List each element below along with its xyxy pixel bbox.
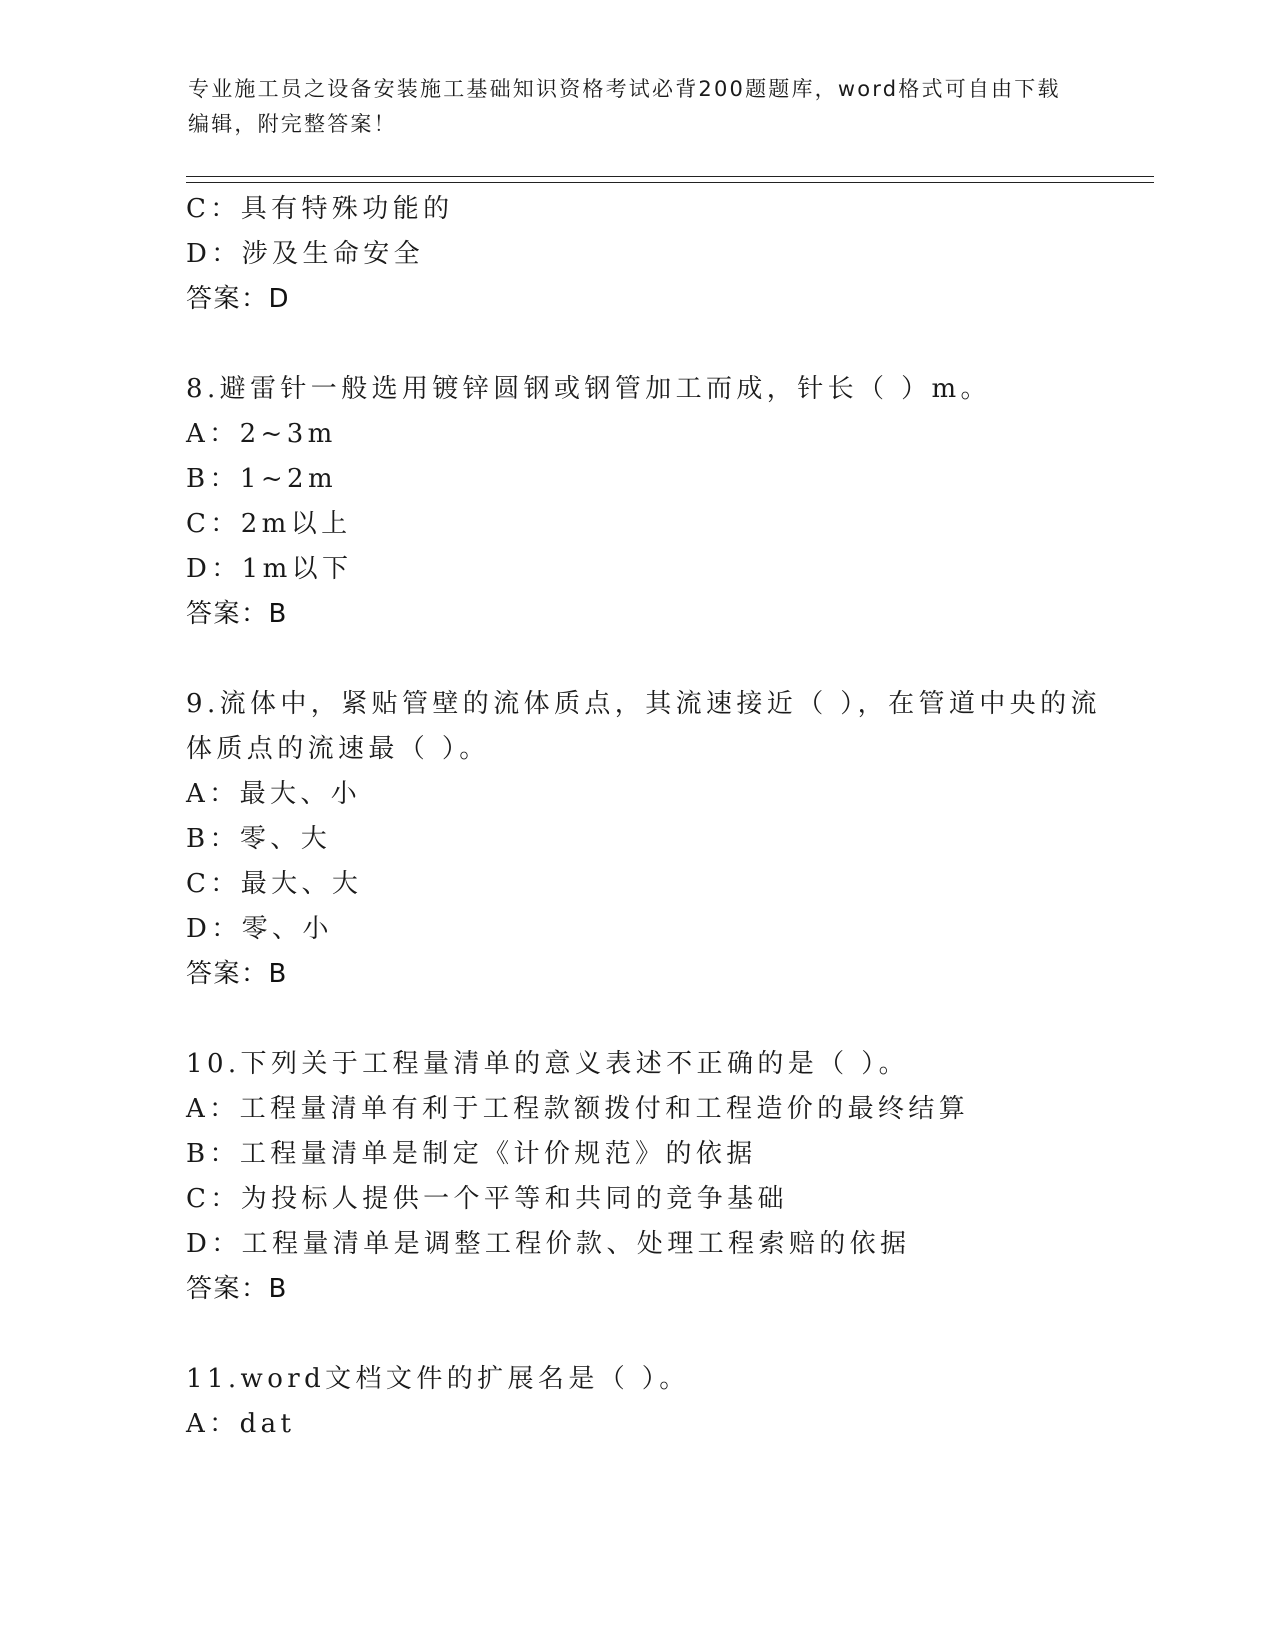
q10-stem: 10.下列关于工程量清单的意义表述不正确的是（ ）。	[186, 1049, 910, 1079]
q9-option-a: A：最大、小	[186, 779, 362, 809]
q8-option-d: D：1m以下	[186, 554, 353, 584]
q10-option-d: D：工程量清单是调整工程价款、处理工程索赔的依据	[186, 1229, 911, 1259]
q11-stem: 11.word文档文件的扩展名是（ ）。	[186, 1364, 690, 1394]
q8-option-c: C：2m以上	[186, 509, 352, 539]
q8-stem: 8.避雷针一般选用镀锌圆钢或钢管加工而成，针长（ ）m。	[186, 374, 991, 404]
q9-option-c: C：最大、大	[186, 869, 363, 899]
q7-option-c: C：具有特殊功能的	[186, 194, 454, 224]
q8-answer: 答案：B	[186, 599, 288, 629]
q9-stem-line1: 9.流体中，紧贴管壁的流体质点，其流速接近（ ），在管道中央的流	[186, 689, 1101, 719]
q9-option-b: B：零、大	[186, 824, 332, 854]
header-divider-top	[186, 176, 1154, 177]
q9-stem-line2: 体质点的流速最（ ）。	[186, 734, 490, 764]
q7-option-d: D：涉及生命安全	[186, 239, 425, 269]
q10-option-c: C：为投标人提供一个平等和共同的竞争基础	[186, 1184, 788, 1214]
q10-option-a: A：工程量清单有利于工程款额拨付和工程造价的最终结算	[186, 1094, 970, 1124]
q8-option-b: B：1~2m	[186, 464, 338, 494]
q10-answer: 答案：B	[186, 1274, 288, 1304]
document-header: 专业施工员之设备安装施工基础知识资格考试必背200题题库，word格式可自由下载编辑，附完整答案！	[188, 77, 1061, 136]
q9-answer: 答案：B	[186, 959, 288, 989]
q7-answer: 答案：D	[186, 284, 291, 314]
q8-option-a: A：2~3m	[186, 419, 337, 449]
header-divider-bottom	[186, 182, 1154, 183]
q9-option-d: D：零、小	[186, 914, 333, 944]
q11-option-a: A：dat	[186, 1409, 296, 1439]
q10-option-b: B：工程量清单是制定《计价规范》的依据	[186, 1139, 757, 1169]
